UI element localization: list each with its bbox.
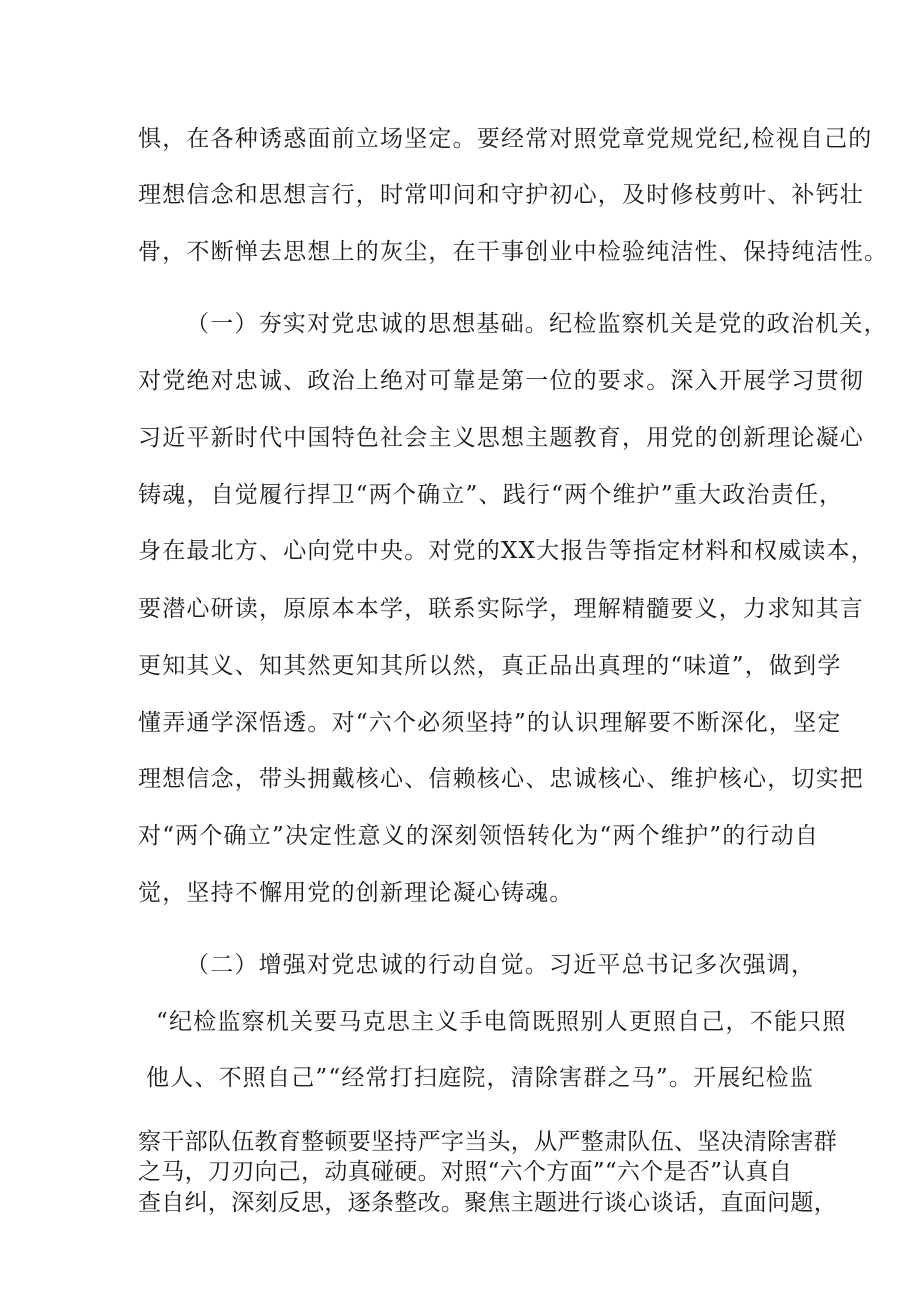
text-line-20: 查自纠，深刻反思，逐条整改。聚焦主题进行谈心谈话，直面问题， [138,1190,837,1216]
text-line-11: 懂弄通学深悟透。对“六个必须坚持”的认识理解要不断深化，坚定 [138,710,842,736]
paragraph-2-heading-line: （二）增强对党忠诚的行动自觉。习近平总书记多次强调， [186,952,816,978]
text-line-18: 察干部队伍教育整顿要坚持严字当头，从严整肃队伍、坚决清除害群 [138,1129,837,1155]
text-line-13: 对“两个确立”决定性意义的深刻领悟转化为“两个维护”的行动自 [138,823,820,849]
text-line-17: 他人、不照自己”“经常打扫庭院，清除害群之马”。开展纪检监 [146,1065,815,1091]
text-line-7: 铸魂，自觉履行捍卫“两个确立”、践行“两个维护”重大政治责任， [138,482,844,508]
text-line-9: 要潜心研读，原原本本学，联系实际学，理解精髓要义，力求知其言 [138,596,864,622]
text-line-14: 觉，坚持不懈用党的创新理论凝心铸魂。 [138,880,574,906]
text-line-10: 更知其义、知其然更知其所以然，真正品出真理的“味道”，做到学 [138,653,842,679]
text-line-19: 之马，刀刃向己，动真碰硬。对照“六个方面”“六个是否”认真自 [138,1159,793,1185]
text-line-1: 惧，在各种诱惑面前立场坚定。要经常对照党章党规党纪,检视自己的 [138,126,873,152]
text-line-3: 骨，不断惮去思想上的灰尘，在干事创业中检验纯洁性、保持纯洁性。 [138,239,889,265]
paragraph-1-heading-line: （一）夯实对党忠诚的思想基础。纪检监察机关是党的政治机关， [186,311,888,337]
text-line-2: 理想信念和思想言行，时常叩问和守护初心，及时修枝剪叶、补钙壮 [138,182,864,208]
text-line-8: 身在最北方、心向党中央。对党的XX大报告等指定材料和权威读本， [138,538,875,564]
text-line-5: 对党绝对忠诚、政治上绝对可靠是第一位的要求。深入开展学习贯彻 [138,368,864,394]
text-line-16: “纪检监察机关要马克思主义手电筒既照别人更照自己，不能只照 [156,1009,847,1035]
text-line-12: 理想信念，带头拥戴核心、信赖核心、忠诚核心、维护核心，切实把 [138,766,864,792]
text-line-6: 习近平新时代中国特色社会主义思想主题教育，用党的创新理论凝心 [138,425,864,451]
